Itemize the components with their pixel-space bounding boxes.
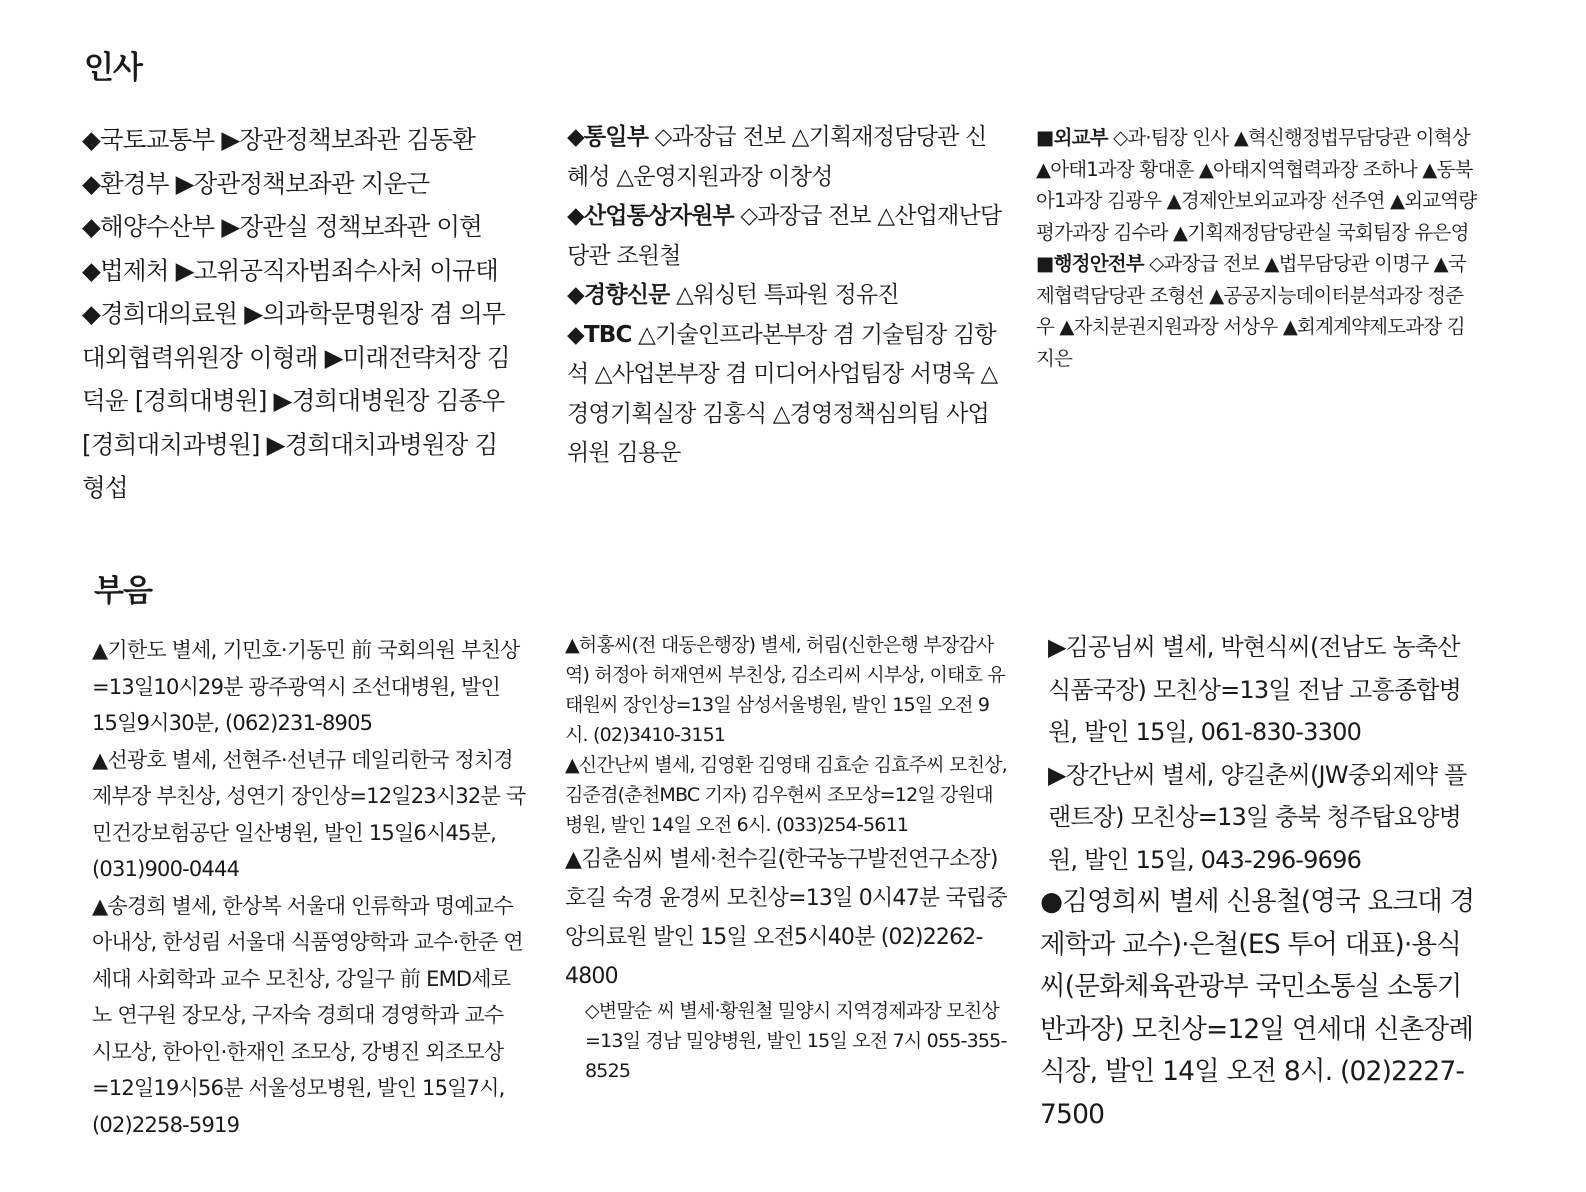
insa-entry	[567, 118, 1005, 197]
entry-text: ◇과장급 전보 ▲법무담당관 이명구 ▲국제협력담당관 조형선 ▲공공지능데이터분석과장 정준우 ▲자치분권지원과장 서상우 ▲회계계약제도과장 김지은	[1036, 252, 1466, 370]
insa-entry	[567, 276, 1005, 316]
obituary-entry: ▶김공님씨 별세, 박현식씨(전남도 농축산식품국장) 모친상=13일 전남 고흥종합병원, 발인 15일, 061-830-3300	[1048, 633, 1462, 746]
obituary-entry: ◇변말순 씨 별세·황원철 밀양시 지역경제과장 모친상=13일 경남 밀양병원, 발인 15일 오전 7시 055-355-8525	[585, 1000, 1007, 1082]
insa-entry: ◆법제처 ▶고위공직자범죄수사처 이규태	[82, 255, 498, 285]
insa-entry: ◆해양수산부 ▶장관실 정책보좌관 이현	[82, 212, 483, 241]
entry-text: ◇과장급 전보 △산업재난담당관 조원철	[567, 203, 1002, 269]
insa-entry	[1036, 248, 1481, 374]
insa-entry: ◆경희대의료원 ▶의과학문명원장 겸 의무대외협력위원장 이형래 ▶미래전략처장 김덕윤 [경희대병원] ▶경희대병원장 김종우 [경희대치과병원] ▶경희대치과병원장 김형섭	[82, 299, 510, 502]
entry-text: ◇과장급 전보 △기획재정담당관 신혜성 △운영지원과장 이창성	[567, 124, 987, 190]
obituary-entry: ●김영희씨 별세 신용철(영국 요크대 경제학과 교수)·은철(ES 투어 대표)·용식씨(문화체육관광부 국민소통실 소통기반과장) 모친상=12일 연세대 신촌장례식장, 발인 14일 오전 8시. (02)2227-7500	[1040, 886, 1475, 1130]
entry-text: △워싱턴 특파원 정유진	[669, 282, 899, 308]
insa-entry: ◆환경부 ▶장관정책보좌관 지운근	[82, 168, 430, 198]
org-name: ◆통일부	[567, 124, 649, 150]
section-title-bueum: 부음	[94, 573, 152, 609]
section-title-insa: 인사	[84, 50, 142, 86]
entry-text: ◇과·팀장 인사 ▲혁신행정법무담당관 이혁상 ▲아태1과장 황대훈 ▲아태지역협력과장 조하나 ▲동북아1과장 김광우 ▲경제안보외교과장 선주연 ▲외교역량평가과장 김수라 ▲기획재정담당관실 국회팀장 유은영	[1036, 126, 1477, 244]
bueum-column-1	[92, 632, 526, 1143]
obituary-entry: ▶장간난씨 별세, 양길춘씨(JW중외제약 플랜트장) 모친상=13일 충북 청주탑요양병원, 발인 15일, 043-296-9696	[1048, 760, 1467, 874]
org-name: ■행정안전부	[1036, 252, 1144, 275]
insa-entry: ◆국토교통부 ▶장관정책보좌관 김동환	[82, 125, 476, 154]
insa-entry	[567, 316, 1005, 474]
bueum-column-3	[1040, 626, 1480, 1136]
obituary-entry: ▲송경희 별세, 한상복 서울대 인류학과 명예교수 아내상, 한성림 서울대 식품영양학과 교수·한준 연세대 사회학과 교수 모친상, 강일구 前 EMD세로노 연구원 장모상, 구자숙 경희대 경영학과 교수 시모상, 한아인·한재인 조모상, 강병진 외조모상=12일19시56분 서울성모병원, 발인 15일7시, (02)2258-5919	[92, 893, 523, 1137]
obituary-entry: ▲허홍씨(전 대동은행장) 별세, 허림(신한은행 부장감사역) 허정아 허재연씨 부친상, 김소리씨 시부상, 이태호 유태원씨 장인상=13일 삼성서울병원, 발인 15일 오전 9시. (02)3410-3151	[565, 634, 1005, 746]
obituary-entry: ▲김춘심씨 별세·천수길(한국농구발전연구소장) 호길 숙경 윤경씨 모친상=13일 0시47분 국립중앙의료원 발인 15일 오전5시40분 (02)2262-4800	[565, 847, 1007, 989]
obituary-entry: ▲기한도 별세, 기민호·기동민 前 국회의원 부친상=13일10시29분 광주광역시 조선대병원, 발인 15일9시30분, (062)231-8905	[92, 638, 520, 735]
insa-column-2	[567, 118, 1005, 474]
obituary-entry: ▲신간난씨 별세, 김영환 김영태 김효순 김효주씨 모친상, 김준겸(춘천MBC 기자) 김우현씨 조모상=12일 강원대병원, 발인 14일 오전 6시. (033)254-5611	[565, 754, 1007, 836]
obituary-entry: ▲선광호 별세, 선현주·선년규 데일리한국 정치경제부장 부친상, 성연기 장인상=12일23시32분 국민건강보험공단 일산병원, 발인 15일6시45분, (031)900-0444	[92, 747, 526, 881]
insa-entry	[1036, 122, 1481, 248]
insa-column-3	[1036, 122, 1481, 374]
org-name: ◆경향신문	[567, 282, 670, 308]
org-name: ■외교부	[1036, 126, 1108, 149]
insa-column-1	[82, 118, 520, 510]
entry-text: △기술인프라본부장 겸 기술팀장 김항석 △사업본부장 겸 미디어사업팀장 서명욱 △경영기획실장 김홍식 △경영정책심의팀 사업위원 김용운	[567, 321, 998, 466]
insa-entry	[567, 197, 1005, 276]
org-name: ◆TBC	[567, 321, 632, 348]
org-name: ◆산업통상자원부	[567, 203, 734, 229]
bueum-column-2	[565, 630, 1007, 1086]
